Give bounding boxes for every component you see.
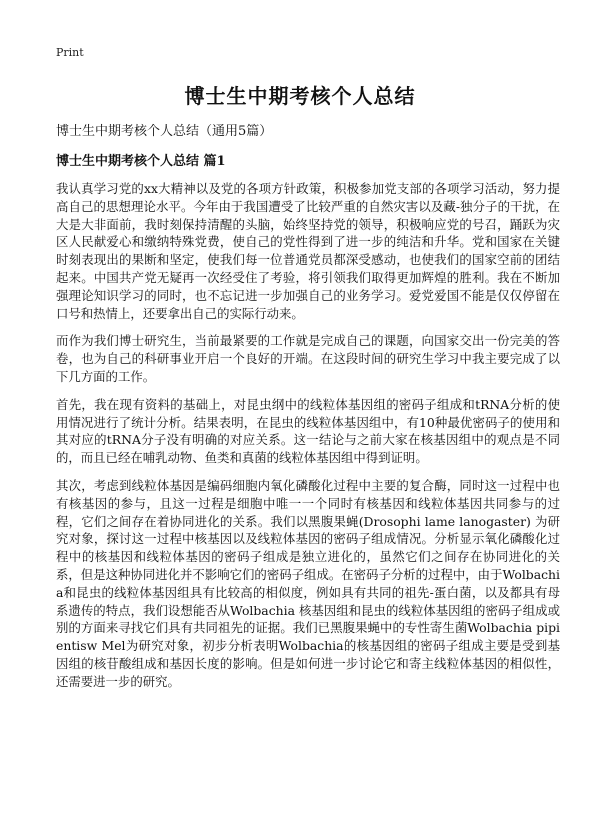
paragraph: 首先，我在现有资料的基础上，对昆虫纲中的线粒体基因组的密码子组成和tRNA分析的使用情况进行了统计分析。结果表明，在昆虫的线粒体基因组中，有10种最优密码子的使用和其对应的tRNA分子没有明确的对应关系。这一结论与之前大家在核基因组中的观点是不同的，而且已经在哺乳动物、鱼类和真菌的线粒体基因组中得到证明。 <box>56 396 560 466</box>
document-subtitle: 博士生中期考核个人总结（通用5篇） <box>56 124 273 139</box>
document-title: 博士生中期考核个人总结 <box>184 84 416 108</box>
paragraph: 而作为我们博士研究生，当前最紧要的工作就是完成自己的课题，向国家交出一份完美的答卷，也为自己的科研事业开启一个良好的开端。在这段时间的研究生学习中我主要完成了以下几方面的工作。 <box>56 333 560 384</box>
paragraph: 我认真学习党的xx大精神以及党的各项方针政策，积极参加党支部的各项学习活动，努力提高自己的思想理论水平。今年由于我国遭受了比较严重的自然灾害以及藏-独分子的干扰，在大是大非面前，我时刻保持清醒的头脑，始终坚持党的领导，积极响应党的号召，踊跃为灾区人民献爱心和缴纳特殊党费，使自己的党性得到了进一步的纯洁和升华。党和国家在关键时刻表现出的果断和坚定，使我们每一位普通党员都深受感动，也使我们的国家空前的团结起来。中国共产党无疑再一次经受住了考验，将引领我们取得更加辉煌的胜利。我在不断加强理论知识学习的同时，也不忘记进一步加强自己的业务学习。爱党爱国不能是仅仅停留在口号和热情上，还要拿出自己的实际行动来。 <box>56 181 560 321</box>
section-heading: 博士生中期考核个人总结 篇1 <box>56 154 226 169</box>
print-label[interactable]: Print <box>56 46 84 59</box>
body-text <box>56 180 560 701</box>
paragraph: 其次，考虑到线粒体基因是编码细胞内氧化磷酸化过程中主要的复合酶，同时这一过程中也有核基因的参与，且这一过程是细胞中唯一一个同时有核基因和线粒体基因共同参与的过程，它们之间存在着协同进化的关系。我们以黑腹果蝇(Drosophi lame lanogaster) 为研究对象，探讨这一过程中核基因以及线粒体基因的密码子组成情况。分析显示氧化磷酸化过程中的核基因和线粒体基因的密码子组成是独立进化的，虽然它们之间存在协同进化的关系，但是这种协同进化并不影响它们的密码子组成。在密码子分析的过程中，由于Wolbachia和昆虫的线粒体基因组具有比较高的相似度，例如具有共同的祖先-蛋白菌，以及都具有母系遗传的特点，我们设想能否从Wolbachia 核基因组和昆虫的线粒体基因组的密码子组成或别的方面来寻找它们具有共同祖先的证据。我们已黑腹果蝇中的专性寄生菌Wolbachia pipientisw Mel为研究对象，初步分析表明Wolbachia的核基因组的密码子组成主要是受到基因组的核苷酸组成和基因长度的影响。但是如何进一步讨论它和寄主线粒体基因的相似性，还需要进一步的研究。 <box>56 477 560 689</box>
